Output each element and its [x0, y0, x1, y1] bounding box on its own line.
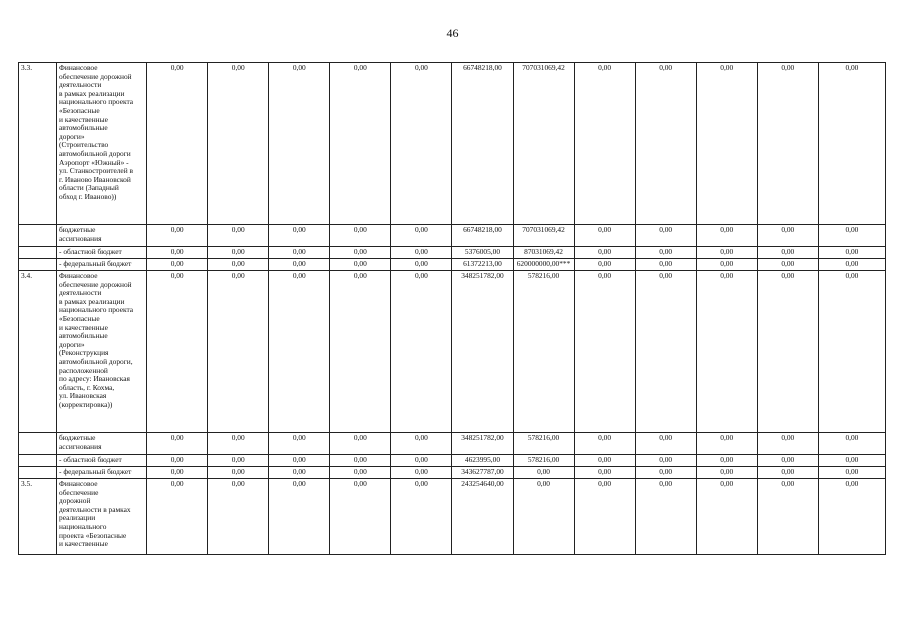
amount-cell: 0,00	[208, 455, 269, 467]
amount-cell: 0,00	[208, 479, 269, 555]
page-number: 46	[446, 26, 459, 40]
amount-cell: 0,00	[757, 225, 818, 247]
amount-cell: 0,00	[574, 259, 635, 271]
amount-cell: 578216,00	[513, 271, 574, 433]
row-description: - федеральный бюджет	[57, 259, 147, 271]
amount-cell: 0,00	[696, 271, 757, 433]
table-row	[19, 433, 886, 455]
amount-cell: 0,00	[330, 467, 391, 479]
amount-cell: 0,00	[818, 479, 885, 555]
amount-cell: 0,00	[391, 247, 452, 259]
amount-cell: 348251782,00	[452, 433, 513, 455]
amount-cell: 0,00	[635, 63, 696, 225]
budget-table	[18, 62, 886, 555]
amount-cell: 0,00	[635, 225, 696, 247]
amount-cell: 0,00	[391, 455, 452, 467]
amount-cell: 0,00	[391, 259, 452, 271]
table-row	[19, 225, 886, 247]
amount-cell: 0,00	[574, 247, 635, 259]
row-index: 3.3.	[19, 63, 57, 225]
amount-cell: 0,00	[269, 433, 330, 455]
table-row	[19, 63, 886, 225]
table-row	[19, 247, 886, 259]
amount-cell: 0,00	[574, 271, 635, 433]
amount-cell: 0,00	[391, 225, 452, 247]
table-row	[19, 479, 886, 555]
row-index	[19, 467, 57, 479]
amount-cell: 0,00	[269, 467, 330, 479]
amount-cell: 4623995,00	[452, 455, 513, 467]
row-index	[19, 433, 57, 455]
amount-cell: 0,00	[269, 455, 330, 467]
amount-cell: 0,00	[147, 63, 208, 225]
amount-cell: 0,00	[818, 225, 885, 247]
amount-cell: 0,00	[208, 271, 269, 433]
amount-cell: 0,00	[208, 467, 269, 479]
amount-cell: 0,00	[696, 479, 757, 555]
table-row	[19, 271, 886, 433]
amount-cell: 0,00	[757, 467, 818, 479]
amount-cell: 0,00	[391, 433, 452, 455]
amount-cell: 0,00	[818, 259, 885, 271]
row-index: 3.5.	[19, 479, 57, 555]
amount-cell: 0,00	[818, 455, 885, 467]
amount-cell: 0,00	[513, 467, 574, 479]
amount-cell: 0,00	[269, 259, 330, 271]
amount-cell: 0,00	[574, 63, 635, 225]
amount-cell: 0,00	[391, 467, 452, 479]
amount-cell: 0,00	[330, 433, 391, 455]
amount-cell: 0,00	[269, 479, 330, 555]
amount-cell: 0,00	[696, 63, 757, 225]
amount-cell: 0,00	[513, 479, 574, 555]
amount-cell: 0,00	[330, 259, 391, 271]
row-index	[19, 225, 57, 247]
amount-cell: 61372213,00	[452, 259, 513, 271]
row-description: бюджетные ассигнования	[57, 433, 147, 455]
amount-cell: 0,00	[147, 479, 208, 555]
amount-cell: 0,00	[269, 225, 330, 247]
amount-cell: 0,00	[635, 479, 696, 555]
row-index: 3.4.	[19, 271, 57, 433]
row-description: Финансовое обеспечение дорожной деятельности в рамках реализации национального проекта «Безопасные и качественные	[57, 479, 147, 555]
amount-cell: 0,00	[818, 63, 885, 225]
amount-cell: 0,00	[818, 271, 885, 433]
amount-cell: 0,00	[757, 271, 818, 433]
amount-cell: 0,00	[330, 247, 391, 259]
amount-cell: 0,00	[818, 467, 885, 479]
amount-cell: 0,00	[635, 467, 696, 479]
amount-cell: 0,00	[147, 455, 208, 467]
amount-cell: 0,00	[208, 225, 269, 247]
row-description: Финансовое обеспечение дорожной деятельности в рамках реализации национального проекта «Безопасные и качественные автомобильные дороги» (Реконструкция автомобильной дороги, расположенной по адресу: Ивановская область, г. Кохма, ул. Ивановская (корректировка))	[57, 271, 147, 433]
amount-cell: 0,00	[757, 259, 818, 271]
row-description: Финансовое обеспечение дорожной деятельности в рамках реализации национального проекта «Безопасные и качественные автомобильные дороги» (Строительство автомобильной дороги Аэропорт «Южный» - ул. Станкостроителей в г. Иваново Ивановской области (Западный обход г. Иваново))	[57, 63, 147, 225]
amount-cell: 343627787,00	[452, 467, 513, 479]
amount-cell: 620000000,00***	[513, 259, 574, 271]
amount-cell: 0,00	[330, 479, 391, 555]
amount-cell: 0,00	[391, 271, 452, 433]
amount-cell: 0,00	[635, 433, 696, 455]
amount-cell: 0,00	[818, 247, 885, 259]
amount-cell: 0,00	[147, 247, 208, 259]
table-row	[19, 467, 886, 479]
amount-cell: 348251782,00	[452, 271, 513, 433]
amount-cell: 0,00	[208, 63, 269, 225]
amount-cell: 0,00	[330, 225, 391, 247]
row-description: - областной бюджет	[57, 247, 147, 259]
amount-cell: 578216,00	[513, 433, 574, 455]
amount-cell: 0,00	[330, 271, 391, 433]
amount-cell: 0,00	[696, 225, 757, 247]
amount-cell: 0,00	[391, 479, 452, 555]
amount-cell: 0,00	[269, 247, 330, 259]
amount-cell: 0,00	[574, 455, 635, 467]
amount-cell: 0,00	[269, 63, 330, 225]
amount-cell: 66748218,00	[452, 63, 513, 225]
amount-cell: 0,00	[147, 259, 208, 271]
amount-cell: 0,00	[635, 271, 696, 433]
amount-cell: 707031069,42	[513, 63, 574, 225]
amount-cell: 0,00	[574, 433, 635, 455]
amount-cell: 0,00	[574, 467, 635, 479]
amount-cell: 0,00	[147, 433, 208, 455]
row-description: - областной бюджет	[57, 455, 147, 467]
amount-cell: 0,00	[147, 271, 208, 433]
amount-cell: 0,00	[635, 259, 696, 271]
amount-cell: 0,00	[574, 479, 635, 555]
amount-cell: 0,00	[208, 259, 269, 271]
amount-cell: 0,00	[757, 63, 818, 225]
amount-cell: 578216,00	[513, 455, 574, 467]
amount-cell: 0,00	[147, 467, 208, 479]
amount-cell: 0,00	[757, 247, 818, 259]
amount-cell: 0,00	[269, 271, 330, 433]
amount-cell: 5376005,00	[452, 247, 513, 259]
amount-cell: 0,00	[696, 433, 757, 455]
row-description: - федеральный бюджет	[57, 467, 147, 479]
amount-cell: 0,00	[635, 247, 696, 259]
amount-cell: 0,00	[574, 225, 635, 247]
table-row	[19, 455, 886, 467]
amount-cell: 0,00	[391, 63, 452, 225]
amount-cell: 243254640,00	[452, 479, 513, 555]
amount-cell: 0,00	[757, 479, 818, 555]
row-index	[19, 259, 57, 271]
amount-cell: 0,00	[757, 455, 818, 467]
amount-cell: 0,00	[757, 433, 818, 455]
row-description: бюджетные ассигнования	[57, 225, 147, 247]
amount-cell: 0,00	[818, 433, 885, 455]
amount-cell: 707031069,42	[513, 225, 574, 247]
amount-cell: 0,00	[147, 225, 208, 247]
amount-cell: 0,00	[208, 433, 269, 455]
amount-cell: 0,00	[696, 247, 757, 259]
amount-cell: 0,00	[696, 467, 757, 479]
row-index	[19, 455, 57, 467]
amount-cell: 87031069,42	[513, 247, 574, 259]
amount-cell: 66748218,00	[452, 225, 513, 247]
amount-cell: 0,00	[330, 455, 391, 467]
amount-cell: 0,00	[208, 247, 269, 259]
row-index	[19, 247, 57, 259]
amount-cell: 0,00	[696, 259, 757, 271]
amount-cell: 0,00	[696, 455, 757, 467]
amount-cell: 0,00	[635, 455, 696, 467]
amount-cell: 0,00	[330, 63, 391, 225]
table-row	[19, 259, 886, 271]
